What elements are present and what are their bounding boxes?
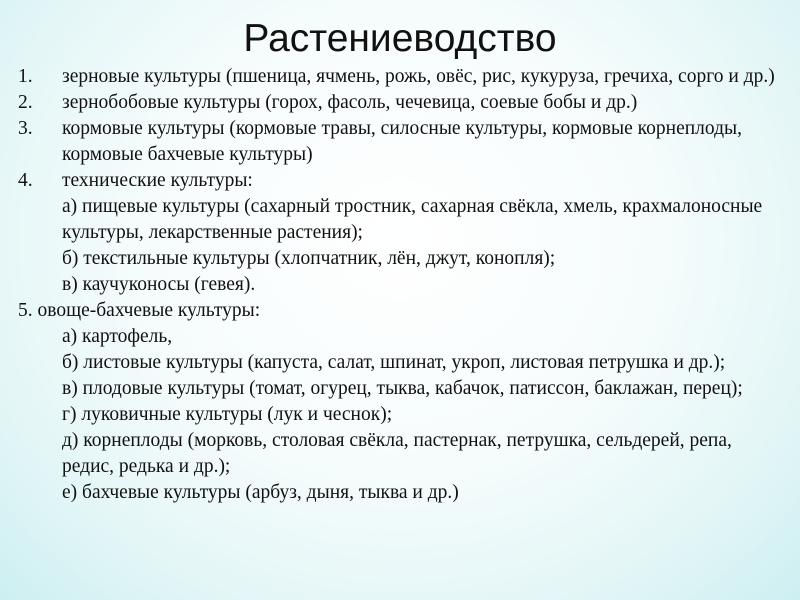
sub-item: а) картофель, (62, 326, 173, 347)
sub-item: в) плодовые культуры (томат, огурец, тыква, кабачок, патиссон, баклажан, перец); (62, 378, 743, 399)
list-item-5: 5. овоще-бахчевые культуры: (18, 300, 261, 321)
slide-content (18, 64, 788, 506)
list-number: 1. (18, 66, 33, 87)
list-item-text: технические культуры: (62, 170, 253, 191)
list-item-3 (18, 116, 788, 168)
sub-item: е) бахчевые культуры (арбуз, дыня, тыква и др.) (62, 482, 459, 503)
sub-item: б) текстильные культуры (хлопчатник, лён, джут, конопля); (62, 248, 556, 269)
list-item-1 (18, 64, 788, 90)
sub-item: а) пищевые культуры (сахарный тростник, сахарная свёкла, хмель, крахмалоносные культуры, лекарственные растения); (62, 196, 763, 243)
list-number: 3. (18, 118, 33, 139)
sub-item: в) каучуконосы (гевея). (62, 274, 256, 295)
list-item-text: кормовые культуры (кормовые травы, силосные культуры, кормовые корнеплоды, кормовые бахчевые культуры) (62, 118, 742, 165)
list-number: 4. (18, 170, 33, 191)
list-item-2 (18, 90, 788, 116)
slide-title: Растениеводство (243, 17, 557, 60)
list-item-text: зерновые культуры (пшеница, ячмень, рожь, овёс, рис, кукуруза, гречиха, сорго и др.) (62, 66, 775, 87)
sub-item: б) листовые культуры (капуста, салат, шпинат, укроп, листовая петрушка и др.); (62, 352, 726, 373)
list-item-4 (18, 168, 788, 194)
sub-item: г) луковичные культуры (лук и чеснок); (62, 404, 393, 425)
list-number: 2. (18, 92, 33, 113)
list-item-text: зернобобовые культуры (горох, фасоль, чечевица, соевые бобы и др.) (62, 92, 638, 113)
sub-item: д) корнеплоды (морковь, столовая свёкла, пастернак, петрушка, сельдерей, репа, редис, редька и др.); (62, 430, 732, 477)
